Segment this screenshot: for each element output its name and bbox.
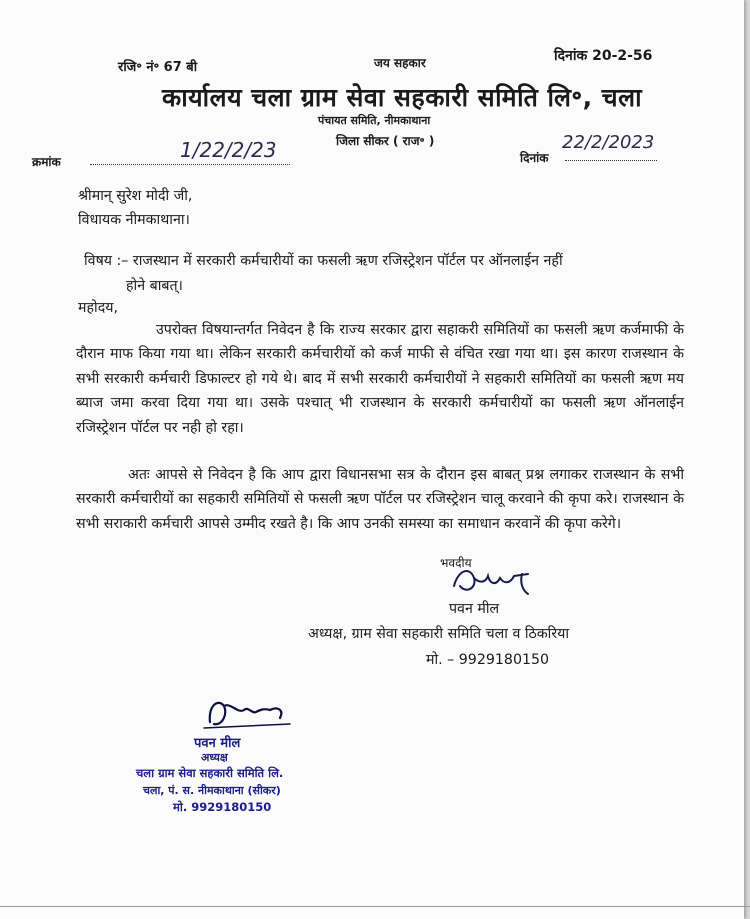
stamp-mobile: मो. 9929180150: [173, 800, 272, 814]
recipient-name: श्रीमान् सुरेश मोदी जी,: [78, 188, 193, 204]
signature-icon: [444, 560, 554, 600]
letterhead-title: कार्यालय चला ग्राम सेवा सहकारी समिति लि॰, चला: [162, 83, 643, 112]
stamp-role: अध्यक्ष: [201, 751, 228, 764]
stamp-place: चला, पं. स. नीमकाथाना (सीकर): [143, 784, 281, 797]
body-paragraph-1: उपरोक्त विषयान्तर्गत निवेदन है कि राज्य सरकार द्वारा सहाकरी समितियों का फसली ऋण कर्जमाफी के दौरान माफ किया गया था। लेकिन सरकारी कर्मचारीयों को कर्ज माफी से वंचित रखा गया था। इस कारण राजस्थान के सभी सरकारी कर्मचारी डिफाल्टर हो गये थे। बाद में सभी सरकारी कर्मचारीयों ने सहकारी समितियों का फसली ऋण मय ब्याज जमा करवा दिया गया था। उसके पश्चात् भी राजस्थान के सरकारी कर्मचारीयों का फसली ऋण ऑनलाईन रजिस्ट्रेशन पॉर्टल पर नही हो रहा।: [76, 322, 684, 436]
signatory-designation: अध्यक्ष, ग्राम सेवा सहकारी समिति चला व ठिकरिया: [308, 626, 570, 642]
registration-number: रजि॰ नं॰ 67 बी: [118, 60, 198, 75]
body-paragraph-2: अतः आपसे से निवेदन है कि आप द्वारा विधानसभा सत्र के दौरान इस बाबत् प्रश्न लगाकर राजस्थान के सभी सरकारी कर्मचारीयों का सहकारी समितियों से फसली ऋण पॉर्टल पर रजिस्ट्रेशन चालू करवाने की कृपा करे। राजस्थान के सभी सराकारी कर्मचारी आपसे उम्मीद रखते है। कि आप उनकी समस्या का समाधान करवानें की कृपा करेगे।: [76, 467, 684, 532]
reference-label: क्रमांक: [32, 155, 61, 169]
signatory-mobile: मो. – 9929180150: [426, 652, 550, 668]
slogan: जय सहकार: [374, 56, 426, 70]
signatory-name: पवन मील: [449, 601, 500, 617]
establishment-date: दिनांक 20-2-56: [554, 48, 653, 64]
closing-yours: भवदीय: [440, 556, 472, 570]
reference-number: 1/22/2/23: [180, 138, 277, 162]
letterhead-subline-district: जिला सीकर ( राज॰ ): [336, 134, 435, 148]
recipient-designation: विधायक नीमकाथाना।: [78, 212, 190, 228]
date-label: दिनांक: [520, 151, 549, 165]
letterhead-subline-panchayat: पंचायत समिति, नीमकाथाना: [318, 114, 431, 127]
stamp-signature-icon: [198, 692, 298, 734]
subject-line-2: होने बाबत्।: [126, 278, 183, 294]
page-bottom-edge: [0, 906, 750, 907]
stamp-name: पवन मील: [194, 736, 241, 751]
letter-date: 22/2/2023: [562, 132, 655, 153]
stamp-organization: चला ग्राम सेवा सहकारी समिति लि.: [136, 766, 284, 780]
subject-line-1: विषय :– राजस्थान में सरकारी कर्मचारीयों का फसली ऋण रजिस्ट्रेशन पॉर्टल पर ऑनलाईन नहीं: [84, 253, 563, 269]
salutation: महोदय,: [78, 300, 118, 316]
